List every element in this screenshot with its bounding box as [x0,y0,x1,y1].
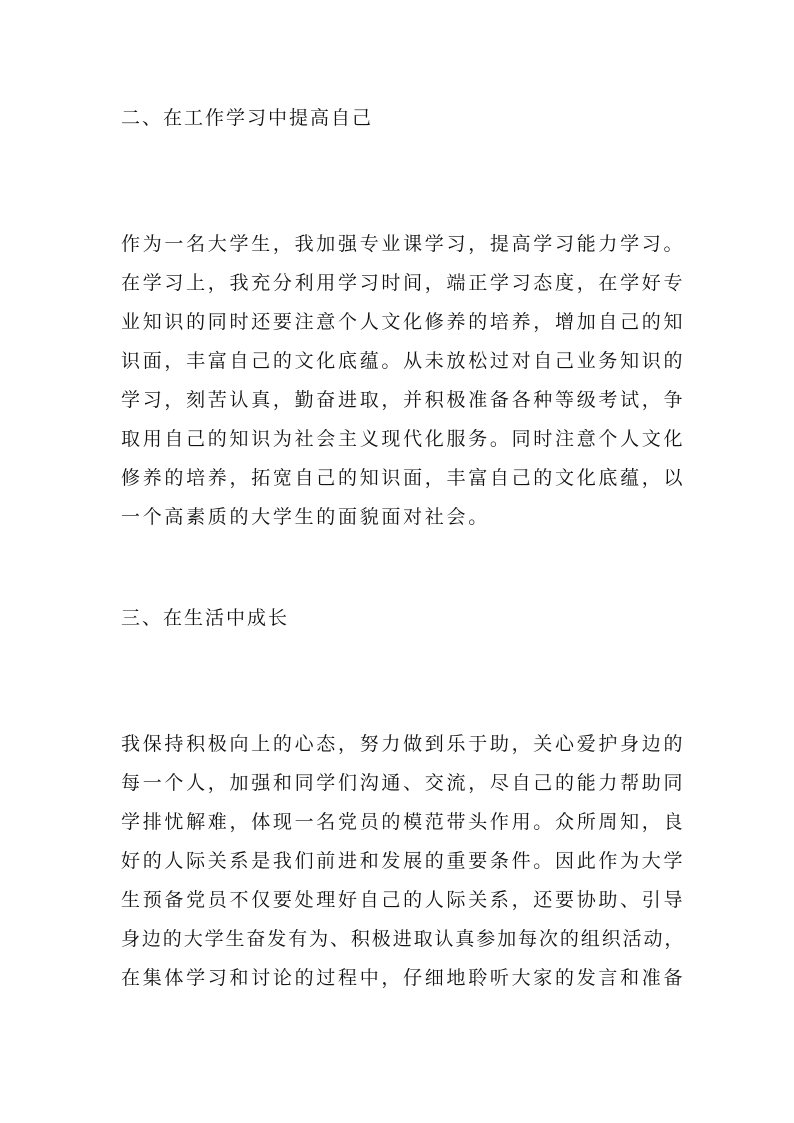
paragraph-line: 识面，丰富自己的文化底蕴。从未放松过对自己业务知识的 [121,350,686,372]
paragraph-line: 学排忧解难，体现一名党员的模范带头作用。众所周知，良 [121,811,686,833]
paragraph-line: 好的人际关系是我们前进和发展的重要条件。因此作为大学 [121,850,686,872]
paragraph-line: 在集体学习和讨论的过程中，仔细地聆听大家的发言和准备 [121,967,686,989]
paragraph-line: 生预备党员不仅要处理好自己的人际关系，还要协助、引导 [121,889,686,911]
paragraph-line: 一个高素质的大学生的面貌面对社会。 [121,506,490,528]
paragraph-line: 取用自己的知识为社会主义现代化服务。同时注意个人文化 [121,428,686,450]
paragraph-line: 每一个人，加强和同学们沟通、交流，尽自己的能力帮助同 [121,772,686,794]
paragraph-line: 我保持积极向上的心态，努力做到乐于助，关心爱护身边的 [121,733,686,755]
section-heading-life-growth: 三、在生活中成长 [121,607,290,629]
paragraph-line: 修养的培养，拓宽自己的知识面，丰富自己的文化底蕴，以 [121,467,686,489]
section-heading-work-study: 二、在工作学习中提高自己 [121,107,374,129]
paragraph-line: 学习，刻苦认真，勤奋进取，并积极准备各种等级考试，争 [121,389,686,411]
paragraph-line: 作为一名大学生，我加强专业课学习，提高学习能力学习。 [121,233,686,255]
paragraph-line: 业知识的同时还要注意个人文化修养的培养，增加自己的知 [121,311,686,333]
paragraph-line: 在学习上，我充分利用学习时间，端正学习态度，在学好专 [121,272,686,294]
paragraph-line: 身边的大学生奋发有为、积极进取认真参加每次的组织活动， [121,928,686,950]
